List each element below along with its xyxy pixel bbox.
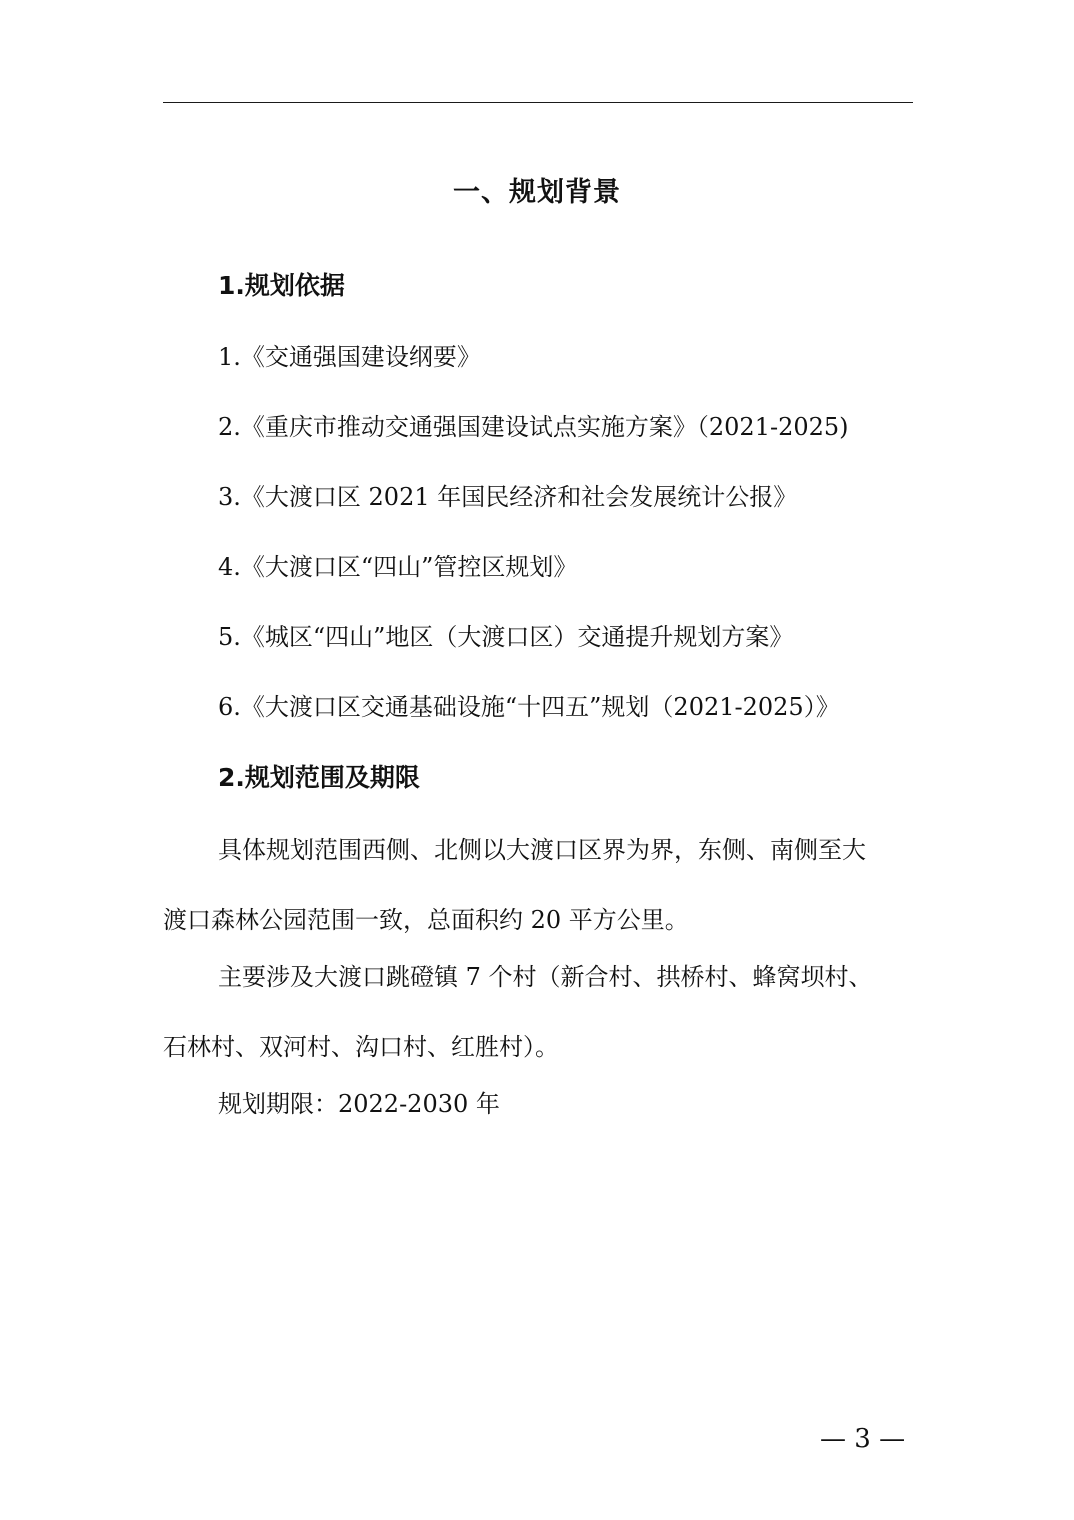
reference-item-5: 5.《城区“四山”地区（大渡口区）交通提升规划方案》 [218,623,794,651]
scope-paragraph-1-line-2: 渡口森林公园范围一致，总面积约 20 平方公里。 [163,906,689,934]
section-title: 一、规划背景 [453,177,621,208]
header-rule [163,102,913,103]
scope-paragraph-2 [163,959,923,1065]
scope-heading: 2.规划范围及期限 [218,763,420,792]
scope-paragraph-2-line-1: 主要涉及大渡口跳磴镇 7 个村（新合村、拱桥村、蜂窝坝村、 [218,963,873,991]
reference-item-4: 4.《大渡口区“四山”管控区规划》 [218,553,578,581]
reference-item-3: 3.《大渡口区 2021 年国民经济和社会发展统计公报》 [218,483,798,511]
scope-paragraph-1 [163,832,923,938]
planning-period [163,1086,923,1122]
scope-paragraph-2-line-2: 石林村、双河村、沟口村、红胜村）。 [163,1033,559,1061]
reference-item-6: 6.《大渡口区交通基础设施“十四五”规划（2021-2025）》 [218,693,840,721]
reference-item-1: 1.《交通强国建设纲要》 [218,343,481,371]
planning-period-text: 规划期限：2022-2030 年 [218,1090,500,1118]
page-number: — 3 — [820,1424,906,1454]
reference-item-2: 2.《重庆市推动交通强国建设试点实施方案》（2021-2025) [218,413,849,441]
basis-heading: 1.规划依据 [218,271,345,300]
scope-paragraph-1-line-1: 具体规划范围西侧、北侧以大渡口区界为界，东侧、南侧至大 [218,836,866,864]
